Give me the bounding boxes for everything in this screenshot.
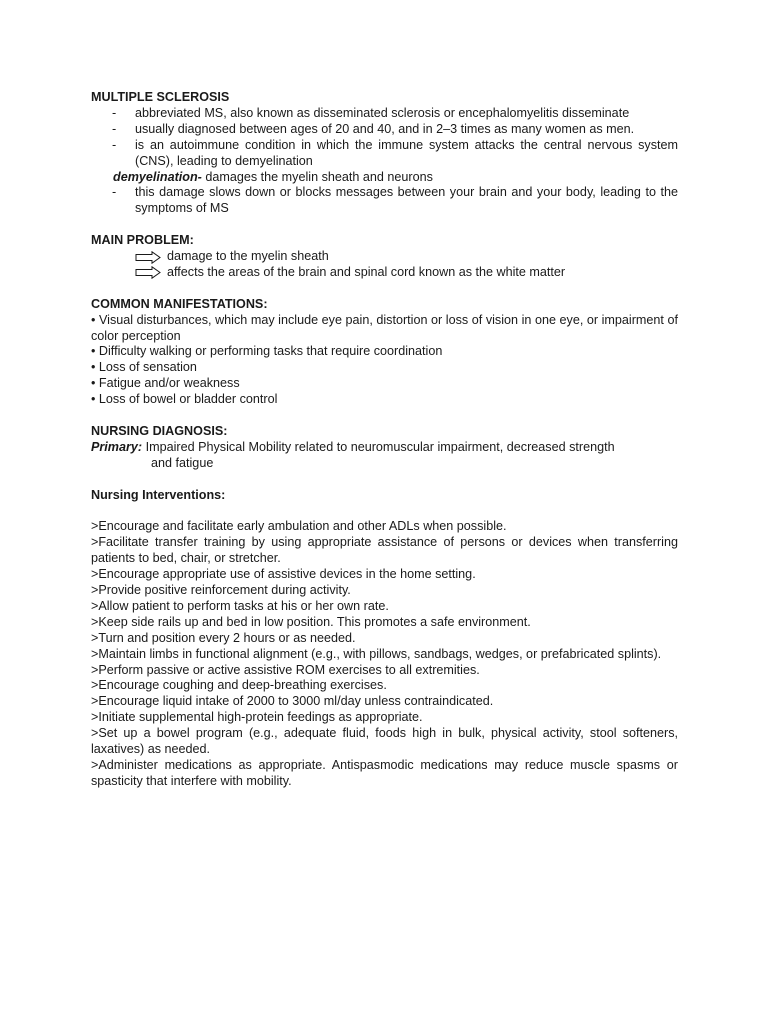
section-heading-ms: MULTIPLE SCLEROSIS <box>91 90 230 104</box>
list-item-text: this damage slows down or blocks messages between your brain and your body, leading to the symptoms of MS <box>135 185 678 216</box>
demyelination-definition <box>113 170 678 186</box>
intervention-item: >Encourage liquid intake of 2000 to 3000 ml/day unless contraindicated. <box>91 694 494 709</box>
ms-damage-list <box>91 185 678 217</box>
intervention-item: >Encourage appropriate use of assistive devices in the home setting. <box>91 567 476 582</box>
section-heading-manifestations: COMMON MANIFESTATIONS: <box>91 296 268 311</box>
list-item-text: abbreviated MS, also known as disseminated sclerosis or encephalomyelitis disseminate <box>135 105 630 120</box>
manifestation-item: • Difficulty walking or performing tasks that require coordination <box>91 344 443 359</box>
intervention-item: >Turn and position every 2 hours or as needed. <box>91 630 356 645</box>
section-heading-interventions: Nursing Interventions: <box>91 487 226 502</box>
manifestation-item: • Visual disturbances, which may include eye pain, distortion or loss of vision in one eye, or impairment of color perception <box>91 312 678 343</box>
section-heading-diagnosis: NURSING DIAGNOSIS: <box>91 423 228 438</box>
main-problem-text: affects the areas of the brain and spinal cord known as the white matter <box>167 264 566 279</box>
manifestation-item: • Fatigue and/or weakness <box>91 376 240 391</box>
document-body <box>91 90 678 790</box>
primary-diagnosis-continuation: and fatigue <box>151 455 214 470</box>
manifestation-item: • Loss of sensation <box>91 360 197 375</box>
ms-list <box>91 106 678 170</box>
list-item-text: usually diagnosed between ages of 20 and 40, and in 2–3 times as many women as men. <box>135 121 635 136</box>
intervention-item: >Set up a bowel program (e.g., adequate fluid, foods high in bulk, physical activity, stool softeners, laxatives) as needed. <box>91 726 678 757</box>
main-problem-item <box>135 265 678 281</box>
list-item: - this damage slows down or blocks messages between your brain and your body, leading to the symptoms of MS <box>112 185 678 216</box>
list-item-text: is an autoimmune condition in which the immune system attacks the central nervous system (CNS), leading to demyelination <box>135 137 678 168</box>
demyelination-text: damages the myelin sheath and neurons <box>201 169 433 184</box>
intervention-item: >Facilitate transfer training by using appropriate assistance of persons or devices when transferring patients to bed, chair, or stretcher. <box>91 535 678 566</box>
intervention-item: >Encourage and facilitate early ambulation and other ADLs when possible. <box>91 519 507 534</box>
main-problem-item <box>135 249 678 265</box>
demyelination-term: demyelination- <box>113 169 202 184</box>
intervention-item: >Perform passive or active assistive ROM exercises to all extremities. <box>91 662 480 677</box>
primary-label: Primary: <box>91 439 146 454</box>
intervention-item: >Administer medications as appropriate. Antispasmodic medications may reduce muscle spasms or spasticity that interfere with mobility. <box>91 757 678 788</box>
intervention-item: >Encourage coughing and deep-breathing exercises. <box>91 678 387 693</box>
primary-diagnosis <box>91 440 678 456</box>
intervention-item: >Initiate supplemental high-protein feedings as appropriate. <box>91 710 423 725</box>
list-item: - usually diagnosed between ages of 20 and 40, and in 2–3 times as many women as men. <box>91 122 678 138</box>
section-heading-main-problem: MAIN PROBLEM: <box>91 233 194 248</box>
intervention-item: >Allow patient to perform tasks at his or her own rate. <box>91 598 389 613</box>
manifestation-item: • Loss of bowel or bladder control <box>91 392 278 407</box>
intervention-item: >Maintain limbs in functional alignment (e.g., with pillows, sandbags, wedges, or prefabricated splints). <box>91 646 662 661</box>
primary-diagnosis-text: Impaired Physical Mobility related to neuromuscular impairment, decreased strength <box>145 439 615 454</box>
double-arrow-icon <box>135 251 161 264</box>
list-item: - abbreviated MS, also known as disseminated sclerosis or encephalomyelitis disseminate <box>91 106 678 122</box>
double-arrow-icon <box>135 266 161 279</box>
main-problem-text: damage to the myelin sheath <box>167 249 329 264</box>
intervention-item: >Keep side rails up and bed in low position. This promotes a safe environment. <box>91 614 531 629</box>
list-item: - is an autoimmune condition in which the immune system attacks the central nervous system (CNS), leading to demyelination <box>112 137 678 168</box>
intervention-item: >Provide positive reinforcement during activity. <box>91 583 351 598</box>
